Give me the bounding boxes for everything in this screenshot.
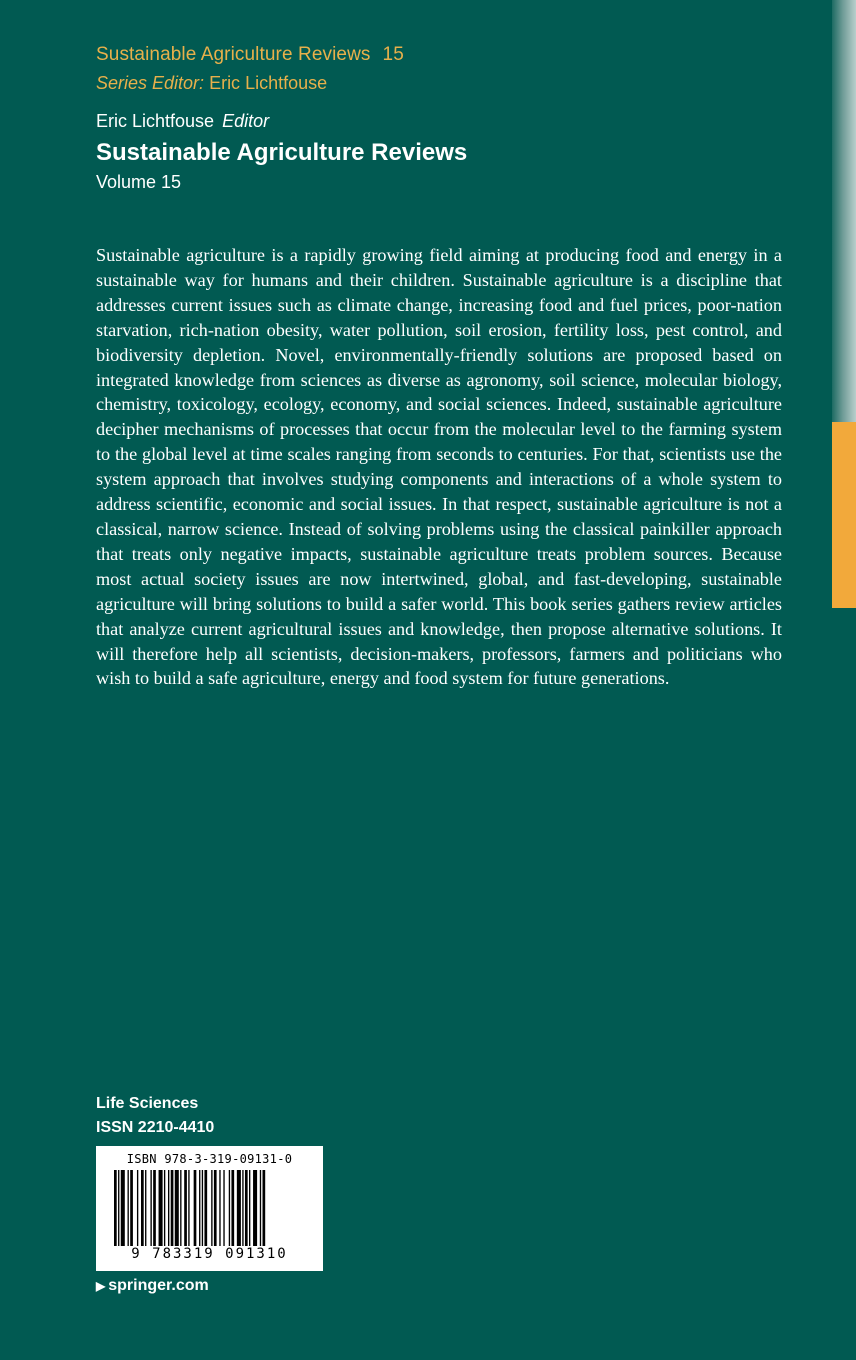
spine-orange-band bbox=[832, 422, 856, 608]
barcode bbox=[96, 1146, 323, 1271]
series-title-text: Sustainable Agriculture Reviews bbox=[96, 44, 371, 65]
editor-line bbox=[96, 111, 269, 132]
blurb-text: Sustainable agriculture is a rapidly growing field aiming at producing food and energy in a sustainable way for humans and their children. Sustainable agriculture is a discipline that addresses current issues such as climate change, increasing food and fuel prices, poor-nation starvation, rich-nation obesity, water pollution, soil erosion, fertility loss, pest control, and biodiversity depletion. Novel, environmentally-friendly solutions are proposed based on integrated knowledge from sciences as diverse as agronomy, soil science, molecular biology, chemistry, toxicology, ecology, economy, and social sciences. Indeed, sustainable agriculture decipher mechanisms of processes that occur from the molecular level to the farming system to the global level at time scales ranging from seconds to centuries. For that, scientists use the system approach that involves studying components and interactions of a whole system to address scientific, economic and social issues. In that respect, sustainable agriculture is not a classical, narrow science. Instead of solving problems using the classical painkiller approach that treats only negative impacts, sustainable agriculture treats problem sources. Because most actual society issues are now intertwined, global, and fast-developing, sustainable agriculture will bring solutions to build a safer world. This book series gathers review articles that analyze current agricultural issues and knowledge, then propose alternative solutions. It will therefore help all scientists, decision-makers, professors, farmers and politicians who wish to build a safe agriculture, energy and food system for future generations. bbox=[96, 245, 782, 689]
editor-name: Eric Lichtfouse bbox=[96, 111, 215, 131]
volume-label: Volume 15 bbox=[96, 172, 182, 192]
spine-light-band bbox=[832, 0, 856, 422]
series-editor-label: Series Editor: bbox=[96, 73, 205, 93]
barcode-isbn: ISBN 978-3-319-09131-0 bbox=[126, 1152, 293, 1166]
book-title: Sustainable Agriculture Reviews bbox=[96, 139, 468, 166]
series-editor-name: Eric Lichtfouse bbox=[209, 73, 328, 93]
publisher-link[interactable] bbox=[96, 1277, 209, 1295]
editor-role: Editor bbox=[222, 111, 270, 131]
arrow-right-icon: ▶ bbox=[96, 1279, 106, 1293]
series-number: 15 bbox=[382, 44, 404, 65]
barcode-bars bbox=[112, 1170, 307, 1246]
issn-label: ISSN 2210-4410 bbox=[96, 1119, 215, 1136]
series-editor bbox=[96, 73, 327, 94]
publisher-url: springer.com bbox=[108, 1277, 209, 1294]
subject-label: Life Sciences bbox=[96, 1095, 199, 1112]
barcode-digits: 9 783319 091310 bbox=[131, 1246, 288, 1262]
series-title bbox=[96, 44, 404, 66]
